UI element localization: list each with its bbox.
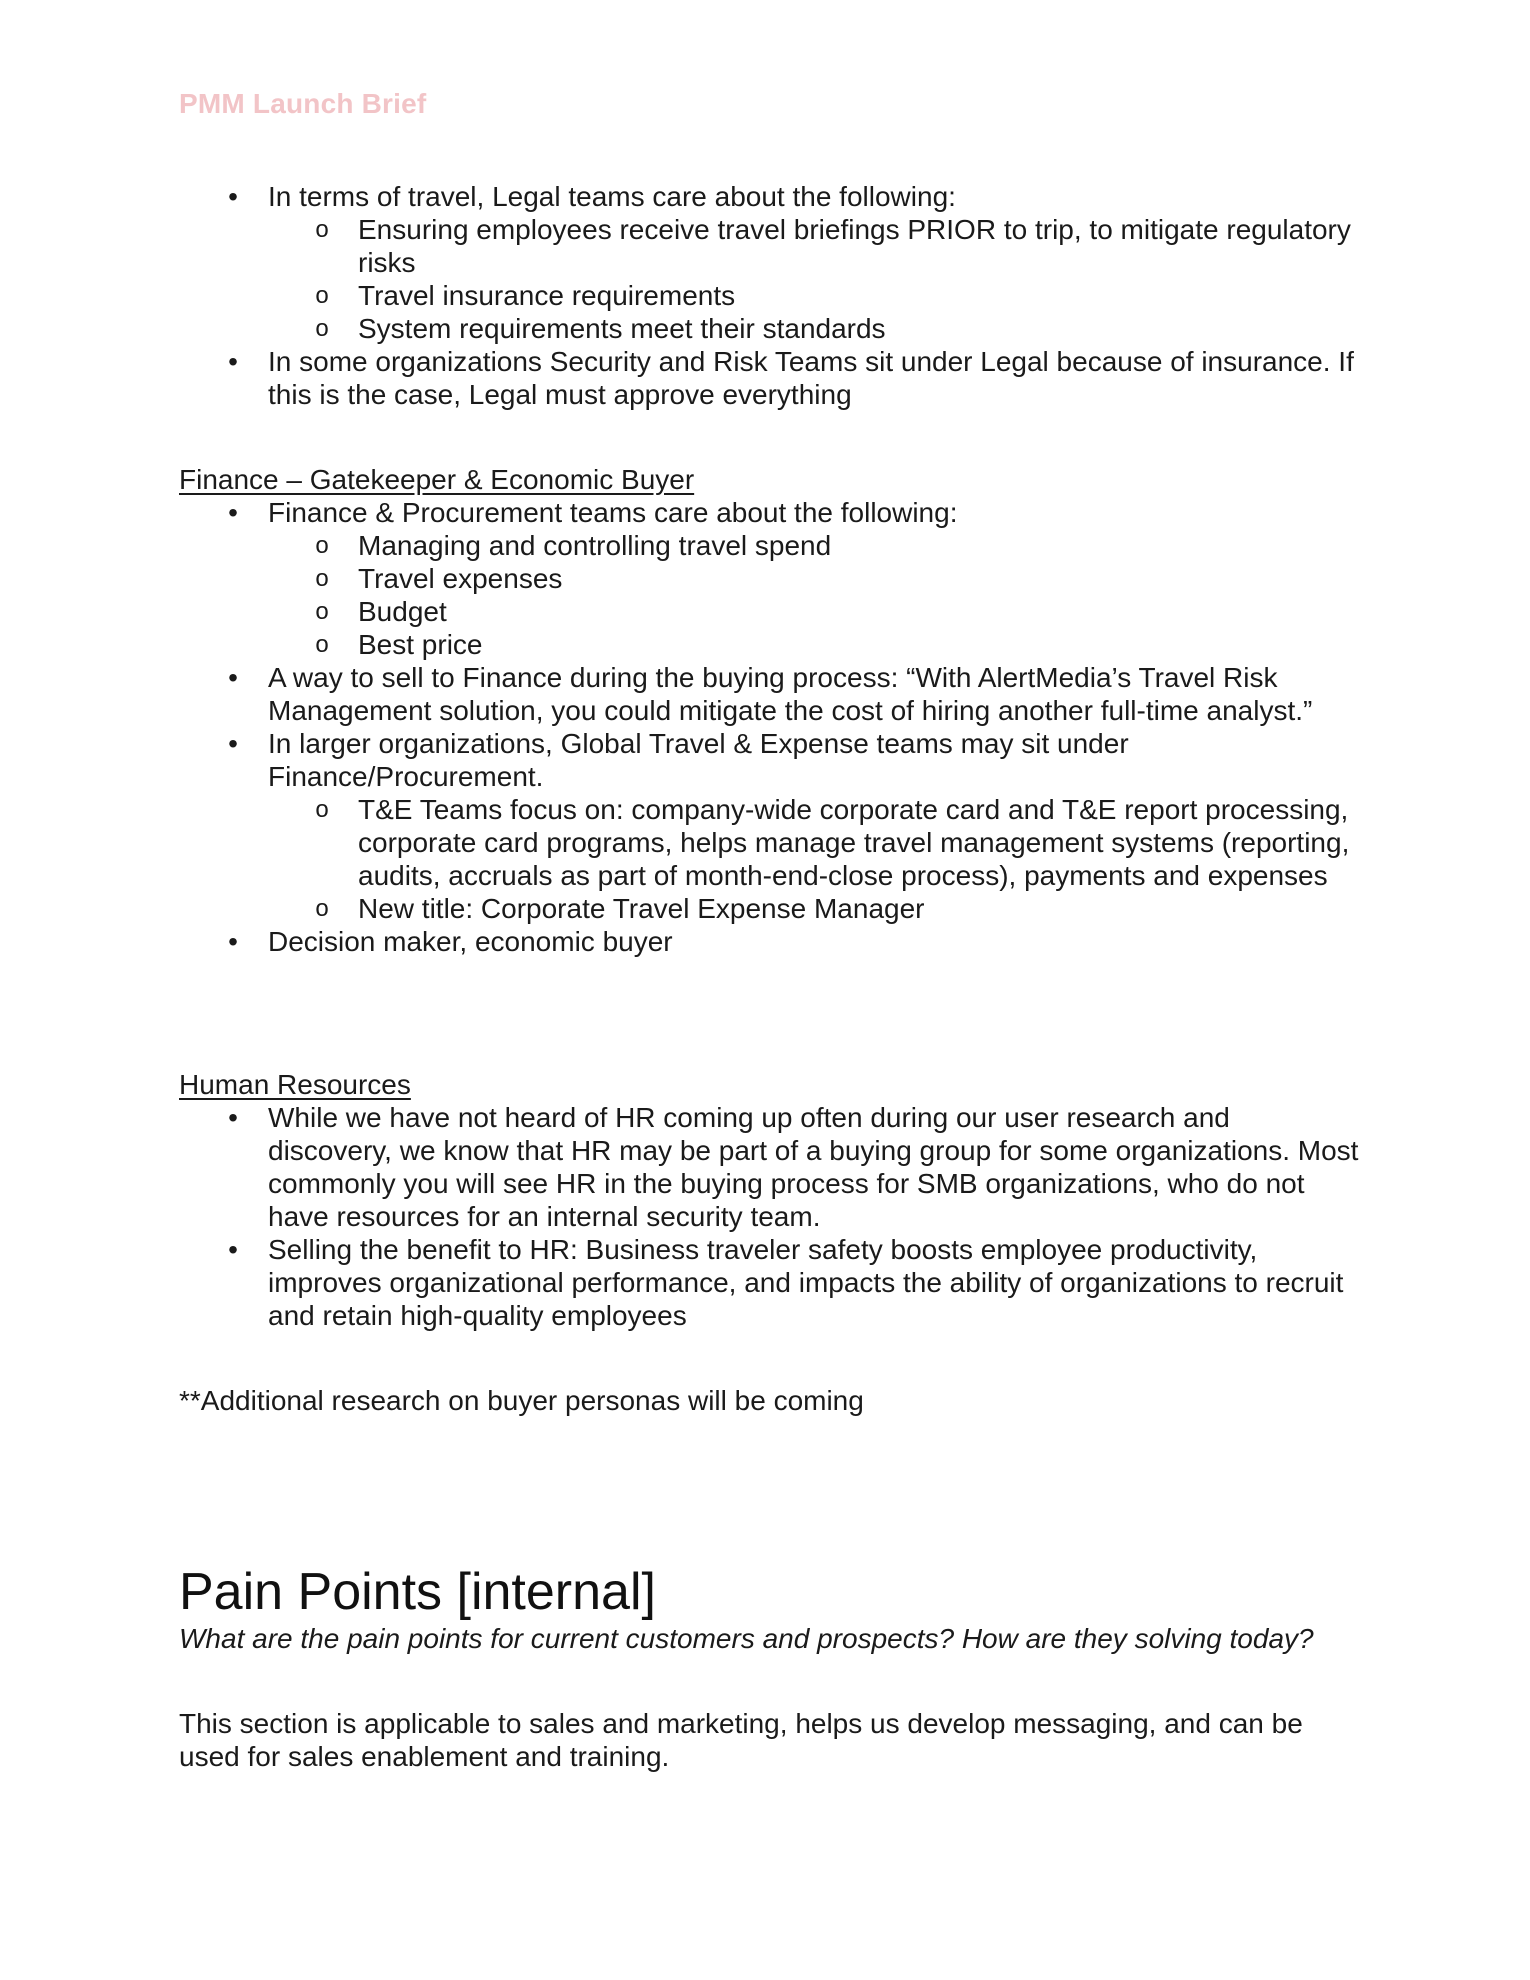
- spacer: [179, 958, 1359, 1068]
- list-item-text: While we have not heard of HR coming up often during our user research and discovery, we know that HR may be part of a buying group for some organizations. Most commonly you will see HR in the buying process for SMB organizations, who do not have resources for an internal security team.: [268, 1102, 1359, 1232]
- sub-bullet-marker: o: [315, 895, 329, 922]
- list-item-text: In terms of travel, Legal teams care about the following:: [268, 181, 956, 212]
- list-item: [179, 727, 1359, 925]
- sub-bullet-marker: o: [315, 532, 329, 559]
- list-item: [179, 1233, 1359, 1332]
- bullet-marker: •: [228, 662, 238, 693]
- sub-list-item-text: System requirements meet their standards: [358, 313, 886, 344]
- list-item: [179, 180, 1359, 345]
- spacer: [179, 1332, 1359, 1384]
- sub-list: [268, 793, 1359, 925]
- sub-list-item: [179, 628, 1359, 661]
- bullet-marker: •: [228, 1102, 238, 1133]
- sub-list-item: [179, 279, 1359, 312]
- list-item: [179, 661, 1359, 727]
- sub-list-item: [179, 529, 1359, 562]
- sub-bullet-marker: o: [315, 216, 329, 243]
- list-item-text: Finance & Procurement teams care about the following:: [268, 497, 958, 528]
- sub-list-item-text: Best price: [358, 629, 483, 660]
- sub-list-item-text: T&E Teams focus on: company-wide corporate card and T&E report processing, corporate card programs, helps manage travel management systems (reporting, audits, accruals as part of month-end-close process), payments and expenses: [358, 794, 1350, 891]
- sub-bullet-marker: o: [315, 282, 329, 309]
- list-item: [179, 1101, 1359, 1233]
- sub-list-item-text: Travel insurance requirements: [358, 280, 736, 311]
- list-item-text: In some organizations Security and Risk Teams sit under Legal because of insurance. If this is the case, Legal must approve everything: [268, 346, 1354, 410]
- finance-bullet-list: [179, 496, 1359, 958]
- hr-bullet-list: [179, 1101, 1359, 1332]
- pain-points-body: This section is applicable to sales and marketing, helps us develop messaging, and can be used for sales enablement and training.: [179, 1708, 1303, 1772]
- sub-list-item-text: Budget: [358, 596, 447, 627]
- bullet-marker: •: [228, 728, 238, 759]
- list-item-text: A way to sell to Finance during the buying process: “With AlertMedia’s Travel Risk Management solution, you could mitigate the cost of hiring another full-time analyst.”: [268, 662, 1313, 726]
- sub-bullet-marker: o: [315, 796, 329, 823]
- bullet-marker: •: [228, 346, 238, 377]
- list-item-text: Selling the benefit to HR: Business traveler safety boosts employee productivity, improves organizational performance, and impacts the ability of organizations to recruit and retain high-quality employees: [268, 1234, 1344, 1331]
- sub-bullet-marker: o: [315, 598, 329, 625]
- document-body: [179, 180, 1359, 1773]
- sub-list-item: [179, 892, 1359, 925]
- sub-list-item: [179, 562, 1359, 595]
- spacer: [179, 1655, 1359, 1707]
- sub-bullet-marker: o: [315, 315, 329, 342]
- list-item: [179, 345, 1359, 411]
- finance-section-heading: Finance – Gatekeeper & Economic Buyer: [179, 464, 695, 495]
- sub-bullet-marker: o: [315, 631, 329, 658]
- legal-bullet-list: [179, 180, 1359, 411]
- sub-list-item: [179, 312, 1359, 345]
- sub-list-item: [179, 793, 1359, 892]
- pain-points-heading: Pain Points [internal]: [179, 1563, 656, 1621]
- bullet-marker: •: [228, 181, 238, 212]
- bullet-marker: •: [228, 497, 238, 528]
- spacer: [179, 1417, 1359, 1562]
- list-item-text: In larger organizations, Global Travel & Expense teams may sit under Finance/Procurement.: [268, 728, 1129, 792]
- sub-list: [268, 529, 1359, 661]
- research-note: **Additional research on buyer personas will be coming: [179, 1385, 864, 1416]
- sub-list-item-text: Ensuring employees receive travel briefings PRIOR to trip, to mitigate regulatory risks: [358, 214, 1351, 278]
- bullet-marker: •: [228, 1234, 238, 1265]
- list-item: [179, 925, 1359, 958]
- list-item-text: Decision maker, economic buyer: [268, 926, 673, 957]
- sub-list-item: [179, 213, 1359, 279]
- sub-bullet-marker: o: [315, 565, 329, 592]
- bullet-marker: •: [228, 926, 238, 957]
- sub-list-item-text: New title: Corporate Travel Expense Manager: [358, 893, 925, 924]
- spacer: [179, 411, 1359, 463]
- sub-list: [268, 213, 1359, 345]
- pain-points-question: What are the pain points for current customers and prospects? How are they solving today?: [179, 1623, 1314, 1654]
- sub-list-item-text: Managing and controlling travel spend: [358, 530, 832, 561]
- sub-list-item: [179, 595, 1359, 628]
- sub-list-item-text: Travel expenses: [358, 563, 563, 594]
- hr-section-heading: Human Resources: [179, 1069, 411, 1100]
- list-item: [179, 496, 1359, 661]
- running-header-title: PMM Launch Brief: [179, 88, 427, 119]
